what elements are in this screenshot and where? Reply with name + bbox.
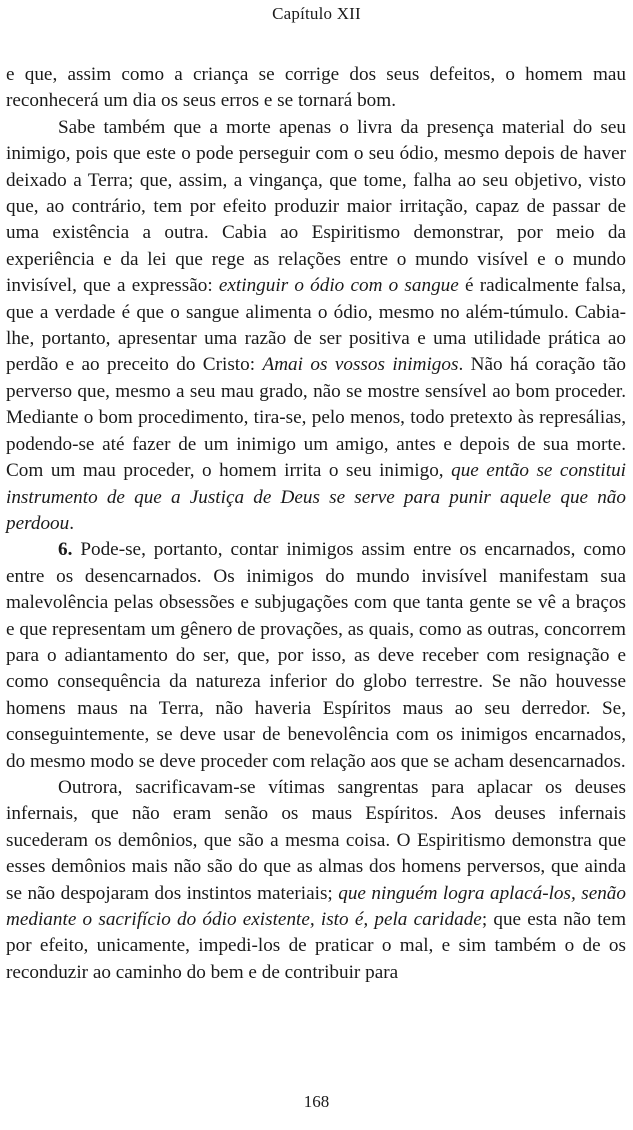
paragraph: [6, 115, 626, 538]
paragraph: [6, 537, 626, 775]
italic-text: que ninguém logra aplacá-los, senão mediante o sacrifício do ódio existente, isto é, pela caridade: [6, 882, 626, 930]
text-run: é radicalmente falsa, que a verdade é que o sangue alimenta o ódio, mesmo no além-túmulo. Cabia-lhe, portanto, apresentar uma razão de ser positiva e uma utilidade prática ao perdão e ao preceito do Cristo:: [6, 275, 626, 376]
text-run: Pode-se, portanto, contar inimigos assim entre os encarnados, como entre os desencarnados. Os inimigos do mundo invisível manifestam sua malevolência pelas obsessões e subjugações com que tanta gente se vê a braços e que representam um gênero de provações, as quais, como as outras, concorrem para o adiantamento do ser, que, por isso, as deve receber com resignação e como consequência da natureza inferior do globo terrestre. Se não houvesse homens maus na Terra, não haveria Espíritos maus ao seu derredor. Se, conseguintemente, se deve usar de benevolência com os inimigos encarnados, do mesmo modo se deve proceder com relação aos que se acham desencarnados.: [6, 539, 626, 772]
text-run: .: [69, 512, 75, 534]
paragraph: [6, 775, 626, 986]
section-number: 6.: [58, 539, 73, 561]
text-run: . Não há coração tão perverso que, mesmo a seu mau grado, não se mostre sensível ao bom proceder. Mediante o bom procedimento, tira-se, pelo menos, todo pretexto às represálias, podendo-se até fazer de um inimigo um amigo, antes e depois de sua morte. Com um mau proceder, o homem irrita o seu inimigo,: [6, 354, 627, 482]
italic-text: que então se constitui instrumento de que a Justiça de Deus se serve para punir aquele que não perdoou: [6, 460, 627, 534]
body-text: [6, 62, 626, 986]
text-run: ; que esta não tem por efeito, unicamente, impedi-los de praticar o mal, e sim também o de os reconduzir ao caminho do bem e de contribuir para: [6, 909, 626, 983]
italic-text: Amai os vossos inimigos: [262, 354, 459, 376]
text-run: e que, assim como a criança se corrige dos seus defeitos, o homem mau reconhecerá um dia os seus erros e se tornará bom.: [6, 64, 626, 112]
italic-text: extinguir o ódio com o sangue: [218, 275, 459, 297]
text-run: Outrora, sacrificavam-se vítimas sangrentas para aplacar os deuses infernais, que não eram senão os maus Espíritos. Aos deuses infernais sucederam os demônios, que são a mesma coisa. O Espiritismo demonstra que esses demônios mais não são do que as almas dos homens perversos, que ainda se não despojaram dos instintos materiais;: [6, 776, 626, 904]
text-run: Sabe também que a morte apenas o livra da presença material do seu inimigo, pois que este o pode perseguir com o seu ódio, mesmo depois de haver deixado a Terra; que, assim, a vingança, que tome, falha ao seu objetivo, visto que, ao contrário, tem por efeito produzir maior irritação, capaz de passar de uma existência a outra. Cabia ao Espiritismo demonstrar, por meio da experiência e da lei que rege as relações entre o mundo visível e o mundo invisível, que a expressão:: [6, 116, 626, 297]
chapter-header: Capítulo XII: [272, 4, 361, 23]
page-number: 168: [303, 1092, 330, 1111]
paragraph: [6, 62, 626, 115]
